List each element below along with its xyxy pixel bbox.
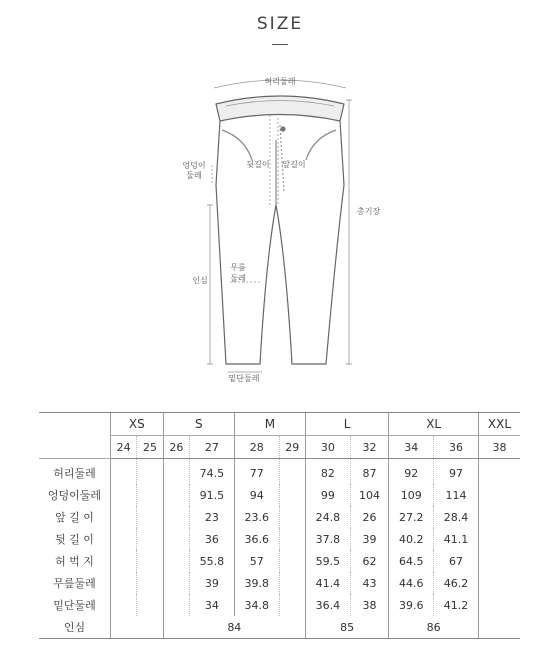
table-cell: 91.5 xyxy=(190,484,235,506)
size-number-header: 27 xyxy=(190,436,235,459)
table-cell: 28.4 xyxy=(434,506,479,528)
label-front-rise: 앞길이 xyxy=(282,160,306,169)
table-cell: 84 xyxy=(163,616,305,639)
table-cell xyxy=(279,484,305,506)
size-number-header: 25 xyxy=(137,436,163,459)
pocket-left xyxy=(222,130,252,160)
size-number-row xyxy=(39,436,520,459)
table-cell xyxy=(478,484,520,506)
table-cell xyxy=(137,484,163,506)
pants-body xyxy=(216,121,344,364)
table-cell: 74.5 xyxy=(190,459,235,485)
table-cell xyxy=(111,484,137,506)
table-cell: 104 xyxy=(350,484,389,506)
label-knee-1: 무릎 xyxy=(230,263,246,272)
table-cell xyxy=(279,528,305,550)
size-group-header: XS xyxy=(111,413,164,436)
table-cell: 24.8 xyxy=(305,506,350,528)
table-cell: 41.4 xyxy=(305,572,350,594)
table-cell xyxy=(163,459,189,485)
table-cell: 36.4 xyxy=(305,594,350,616)
table-row xyxy=(39,484,520,506)
table-cell xyxy=(163,572,189,594)
table-row xyxy=(39,459,520,485)
button xyxy=(280,126,285,131)
table-cell xyxy=(279,459,305,485)
table-cell: 46.2 xyxy=(434,572,479,594)
table-cell: 94 xyxy=(234,484,279,506)
table-cell: 64.5 xyxy=(389,550,434,572)
table-cell xyxy=(111,594,137,616)
table-row xyxy=(39,572,520,594)
label-total-length: 총기장 xyxy=(357,207,381,216)
table-cell xyxy=(137,506,163,528)
label-hem: 밑단둘레 xyxy=(228,374,260,383)
table-cell xyxy=(279,572,305,594)
row-label: 허 벅 지 xyxy=(55,555,94,568)
pants-diagram xyxy=(0,60,560,390)
label-knee-2: 둘레 xyxy=(230,274,246,283)
size-number-header: 36 xyxy=(434,436,479,459)
table-cell xyxy=(137,550,163,572)
table-cell: 38 xyxy=(350,594,389,616)
table-cell: 59.5 xyxy=(305,550,350,572)
table-row xyxy=(39,528,520,550)
table-cell xyxy=(478,459,520,485)
table-cell xyxy=(111,506,137,528)
table-cell xyxy=(163,594,189,616)
label-hip-2: 둘레 xyxy=(186,171,202,180)
table-cell xyxy=(478,528,520,550)
table-cell: 41.2 xyxy=(434,594,479,616)
table-cell xyxy=(111,572,137,594)
label-back-rise: 뒷길이 xyxy=(246,160,270,169)
table-row-inseam xyxy=(39,616,520,639)
table-cell xyxy=(279,594,305,616)
table-cell: 97 xyxy=(434,459,479,485)
row-label: 무릎둘레 xyxy=(53,577,96,590)
page-title: SIZE xyxy=(256,14,304,34)
table-cell: 109 xyxy=(389,484,434,506)
row-label: 인심 xyxy=(39,616,111,639)
table-cell xyxy=(137,572,163,594)
row-label: 밑단둘레 xyxy=(53,599,96,612)
table-cell: 23.6 xyxy=(234,506,279,528)
table-cell: 40.2 xyxy=(389,528,434,550)
table-cell: 43 xyxy=(350,572,389,594)
table-cell: 36.6 xyxy=(234,528,279,550)
table-cell: 85 xyxy=(305,616,388,639)
size-number-header: 24 xyxy=(111,436,137,459)
size-number-header: 28 xyxy=(234,436,279,459)
table-cell xyxy=(163,506,189,528)
label-waist: 허리둘레 xyxy=(264,77,296,86)
table-cell: 26 xyxy=(350,506,389,528)
table-cell: 87 xyxy=(350,459,389,485)
table-cell: 39.6 xyxy=(389,594,434,616)
table-cell xyxy=(111,528,137,550)
size-group-row xyxy=(39,413,520,436)
table-cell xyxy=(163,484,189,506)
row-label: 허리둘레 xyxy=(53,467,96,480)
size-number-header: 29 xyxy=(279,436,305,459)
table-cell: 37.8 xyxy=(305,528,350,550)
size-group-header: S xyxy=(163,413,234,436)
row-label: 뒷 길 이 xyxy=(55,533,94,546)
table-cell xyxy=(279,550,305,572)
table-cell: 34 xyxy=(190,594,235,616)
table-cell: 99 xyxy=(305,484,350,506)
row-label: 앞 길 이 xyxy=(55,511,94,524)
size-number-header: 32 xyxy=(350,436,389,459)
table-cell xyxy=(279,506,305,528)
table-cell: 55.8 xyxy=(190,550,235,572)
waistband xyxy=(216,96,344,121)
table-cell xyxy=(163,550,189,572)
size-number-header: 34 xyxy=(389,436,434,459)
table-cell: 114 xyxy=(434,484,479,506)
table-corner xyxy=(39,413,111,459)
table-cell xyxy=(137,528,163,550)
table-cell: 41.1 xyxy=(434,528,479,550)
table-cell: 92 xyxy=(389,459,434,485)
table-row xyxy=(39,550,520,572)
table-cell xyxy=(111,616,164,639)
table-cell xyxy=(111,550,137,572)
table-cell xyxy=(137,594,163,616)
table-cell xyxy=(478,506,520,528)
table-cell: 82 xyxy=(305,459,350,485)
table-cell: 39 xyxy=(350,528,389,550)
label-inseam: 인심 xyxy=(192,276,208,285)
pants-outline xyxy=(216,96,344,364)
size-group-header: L xyxy=(305,413,388,436)
table-cell: 36 xyxy=(190,528,235,550)
table-cell xyxy=(111,459,137,485)
table-cell: 57 xyxy=(234,550,279,572)
table-cell xyxy=(478,550,520,572)
size-number-header: 30 xyxy=(305,436,350,459)
table-cell: 77 xyxy=(234,459,279,485)
size-group-header: M xyxy=(234,413,305,436)
table-cell xyxy=(478,616,520,639)
label-hip-1: 엉덩이 xyxy=(182,161,206,170)
table-row xyxy=(39,594,520,616)
row-label: 엉덩이둘레 xyxy=(47,489,102,502)
size-table-body xyxy=(39,459,520,639)
table-cell: 39 xyxy=(190,572,235,594)
table-cell xyxy=(163,528,189,550)
table-cell: 62 xyxy=(350,550,389,572)
size-table xyxy=(39,412,520,639)
table-cell: 23 xyxy=(190,506,235,528)
table-cell: 27.2 xyxy=(389,506,434,528)
table-cell: 39.8 xyxy=(234,572,279,594)
table-cell: 34.8 xyxy=(234,594,279,616)
title-underline xyxy=(272,44,288,45)
pocket-right xyxy=(306,130,336,160)
table-cell xyxy=(137,459,163,485)
size-number-header: 38 xyxy=(478,436,520,459)
table-cell: 67 xyxy=(434,550,479,572)
table-cell: 44.6 xyxy=(389,572,434,594)
size-number-header: 26 xyxy=(163,436,189,459)
size-group-header: XL xyxy=(389,413,479,436)
fly-stitch xyxy=(280,125,284,192)
size-group-header: XXL xyxy=(478,413,520,436)
table-cell: 86 xyxy=(389,616,479,639)
table-row xyxy=(39,506,520,528)
table-cell xyxy=(478,572,520,594)
table-cell xyxy=(478,594,520,616)
